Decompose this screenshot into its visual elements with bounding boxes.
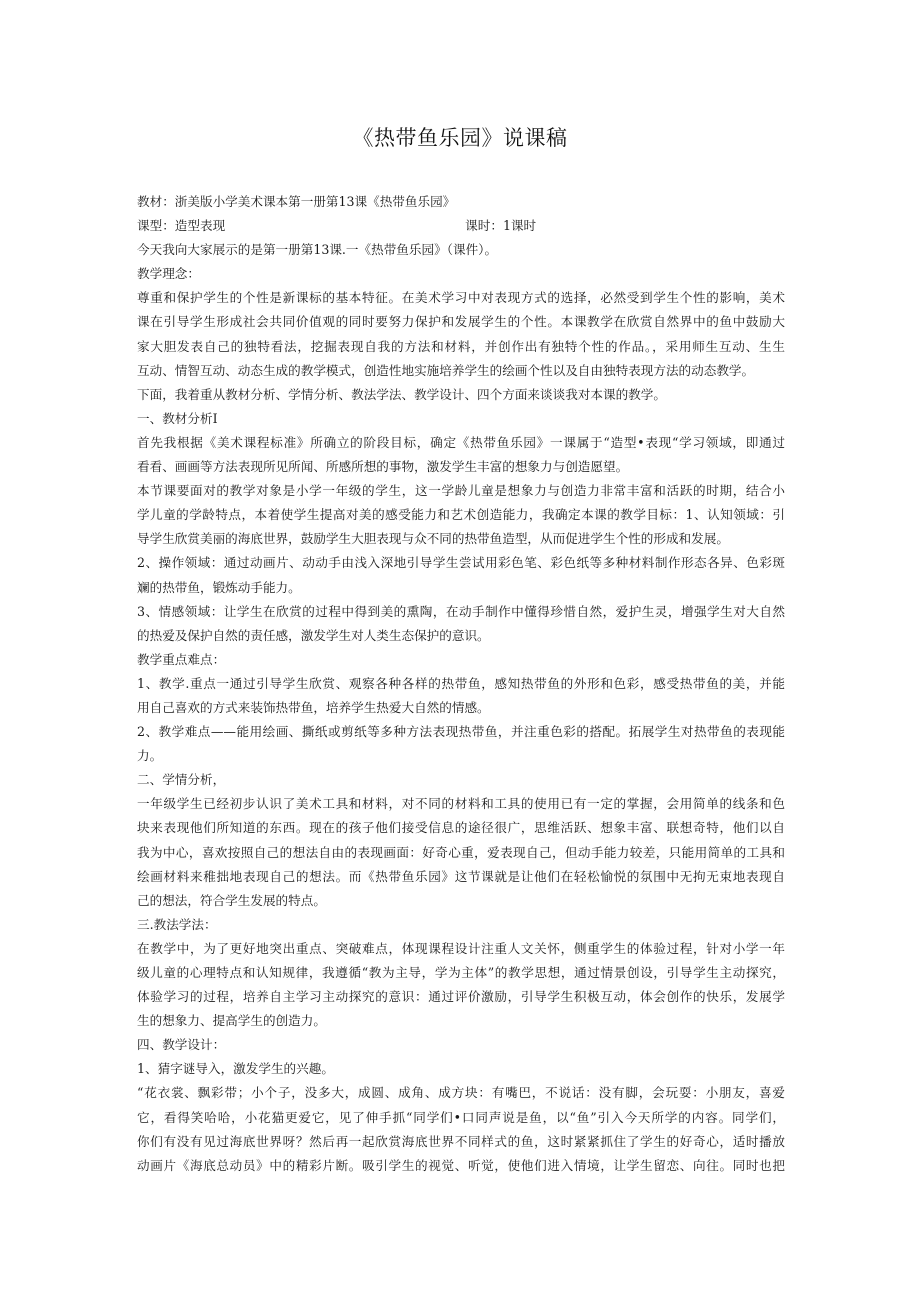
text-line: 看看、画画等方法表现所见所闻、所感所想的事物，激发学生丰富的想象力与创造愿望。 <box>137 459 629 475</box>
text-line: 家大胆发表自己的独特看法，挖掘表现自我的方法和材料，并创作出有独特个性的作品。，采用师生互动、生生 <box>137 338 785 354</box>
text-line: 3、情感领域：让学生在欣赏的过程中得到美的熏陶，在动手制作中懂得珍惜自然，爱护生灵，增强学生对大自然 <box>137 603 785 619</box>
text-line: 首先我根据《美术课程标准》所确立的阶段目标，确定《热带鱼乐园》一课属于“造型•表现“学习领域，即通过 <box>137 434 785 450</box>
text-line: 的热爱及保护自然的责任感，激发学生对人类生态保护的意识。 <box>137 627 490 643</box>
text-line: 今天我向大家展示的是第一册第13课.一《热带鱼乐园》（课件）。 <box>137 242 498 258</box>
text-line: 1、教学.重点一通过引导学生欣赏、观察各种各样的热带鱼，感知热带鱼的外形和色彩，感受热带鱼的美，并能 <box>137 675 785 691</box>
text-line: 教材：浙美版小学美术课本第一册第13课《热带鱼乐园》 <box>137 194 456 209</box>
class-hours: 课时：1课时 <box>465 218 537 234</box>
text-line: 斓的热带鱼，锻炼动手能力。 <box>137 579 301 595</box>
text-line: 己的想法，符合学生发展的特点。 <box>137 892 326 908</box>
text-line: 用自己喜欢的方式来装饰热带鱼，培养学生热爱大自然的情感。 <box>137 699 490 715</box>
text-line: 我为中心，喜欢按照自己的想法自由的表现画面：好奇心重，爱表现自己，但动手能力较差，只能用简单的工具和 <box>137 844 785 860</box>
text-line: 课在引导学生形成社会共同价值观的同时要努力保护和发展学生的个性。本课教学在欣赏自然界中的鱼中鼓励大 <box>137 314 785 330</box>
text-line: 导学生欣赏美丽的海底世界，鼓励学生大胆表现与众不同的热带鱼造型，从而促进学生个性的形成和发展。 <box>137 531 729 547</box>
section-heading: 一、教材分析I <box>137 410 218 426</box>
text-line: 块来表现他们所知道的东西。现在的孩子他们接受信息的途径很广，思维活跃、想象丰富、联想奇特，他们以自 <box>137 820 785 836</box>
text-line: 级儿童的心理特点和认知规律，我遵循“教为主导，学为主体”的教学思想，通过情景创设，引导学生主动探究， <box>137 965 785 980</box>
text-line: 力。 <box>137 748 163 764</box>
text-line: 本节课要面对的教学对象是小学一年级的学生，这一学龄儿童是想象力与创造力非常丰富和活跃的时期，结合小 <box>137 483 785 499</box>
text-line-course-type <box>137 214 785 238</box>
section-heading: 教学理念： <box>137 266 200 282</box>
section-heading: 二、学情分析， <box>137 772 226 788</box>
subsection-heading: 1、猜字谜导入，激发学生的兴趣。 <box>137 1061 334 1077</box>
section-heading: 教学重点难点： <box>137 651 226 667</box>
text-line: 尊重和保护学生的个性是新课标的基本特征。在美术学习中对表现方式的选择，必然受到学生个性的影响，美术 <box>137 290 785 306</box>
document-body <box>137 190 785 1178</box>
text-line: 体验学习的过程，培养自主学习主动探究的意识：通过评价激励，引导学生积极互动，体会创作的快乐，发展学 <box>137 989 785 1005</box>
document-title: 《热带鱼乐园》说课稿 <box>352 126 568 150</box>
text-line: 生的想象力、提高学生的创造力。 <box>137 1013 326 1029</box>
text-line: 2、教学难点——能用绘画、撕纸或剪纸等多种方法表现热带鱼，并注重色彩的搭配。拓展学生对热带鱼的表现能 <box>137 724 785 740</box>
text-line: 动画片《海底总动员》中的精彩片断。吸引学生的视觉、听觉，使他们进入情境，让学生留恋、向往。同时也把 <box>137 1157 785 1173</box>
text-line: 你们有没有见过海底世界呀？然后再一起欣赏海底世界不同样式的鱼，这时紧紧抓住了学生的好奇心，适时播放 <box>137 1133 785 1149</box>
text-line: 它，看得笑哈哈，小花猫更爱它，见了伸手抓“同学们•口同声说是鱼，以“鱼”引入今天所学的内容。同学们， <box>137 1109 785 1125</box>
section-heading: 四、教学设计： <box>137 1037 226 1053</box>
text-line: 一年级学生已经初步认识了美术工具和材料，对不同的材料和工具的使用已有一定的掌握，会用简单的线条和色 <box>137 796 785 812</box>
text-line: 绘画材料来稚拙地表现自己的想法。而《热带鱼乐园》这节课就是让他们在轻松愉悦的氛围中无拘无束地表现自 <box>137 868 785 884</box>
text-line: 在教学中，为了更好地突出重点、突破难点，体现课程设计注重人文关怀，侧重学生的体验过程，针对小学一年 <box>137 940 785 956</box>
section-heading: 三.教法学法： <box>137 916 217 932</box>
text-line: 下面，我着重从教材分析、学情分析、教法学法、教学设计、四个方面来谈谈我对本课的教学。 <box>137 386 666 402</box>
text-line: 互动、情智互动、动态生成的教学模式，创造性地实施培养学生的绘画个性以及自由独特表现方法的动态教学。 <box>137 362 755 378</box>
text-line: “花衣裳、飘彩带；小个子，没多大，成圆、成角、成方块：有嘴巴，不说话：没有脚，会玩耍：小朋友，喜爱 <box>137 1085 785 1101</box>
text-line: 2、操作领域：通过动画片、动动手由浅入深地引导学生尝试用彩色笔、彩色纸等多种材料制作形态各异、色彩斑 <box>137 555 785 571</box>
text-line: 学儿童的学龄特点，本着使学生提高对美的感受能力和艺术创造能力，我确定本课的教学目标：1、认知领域：引 <box>137 507 785 523</box>
course-type: 课型：造型表现 <box>137 218 226 234</box>
